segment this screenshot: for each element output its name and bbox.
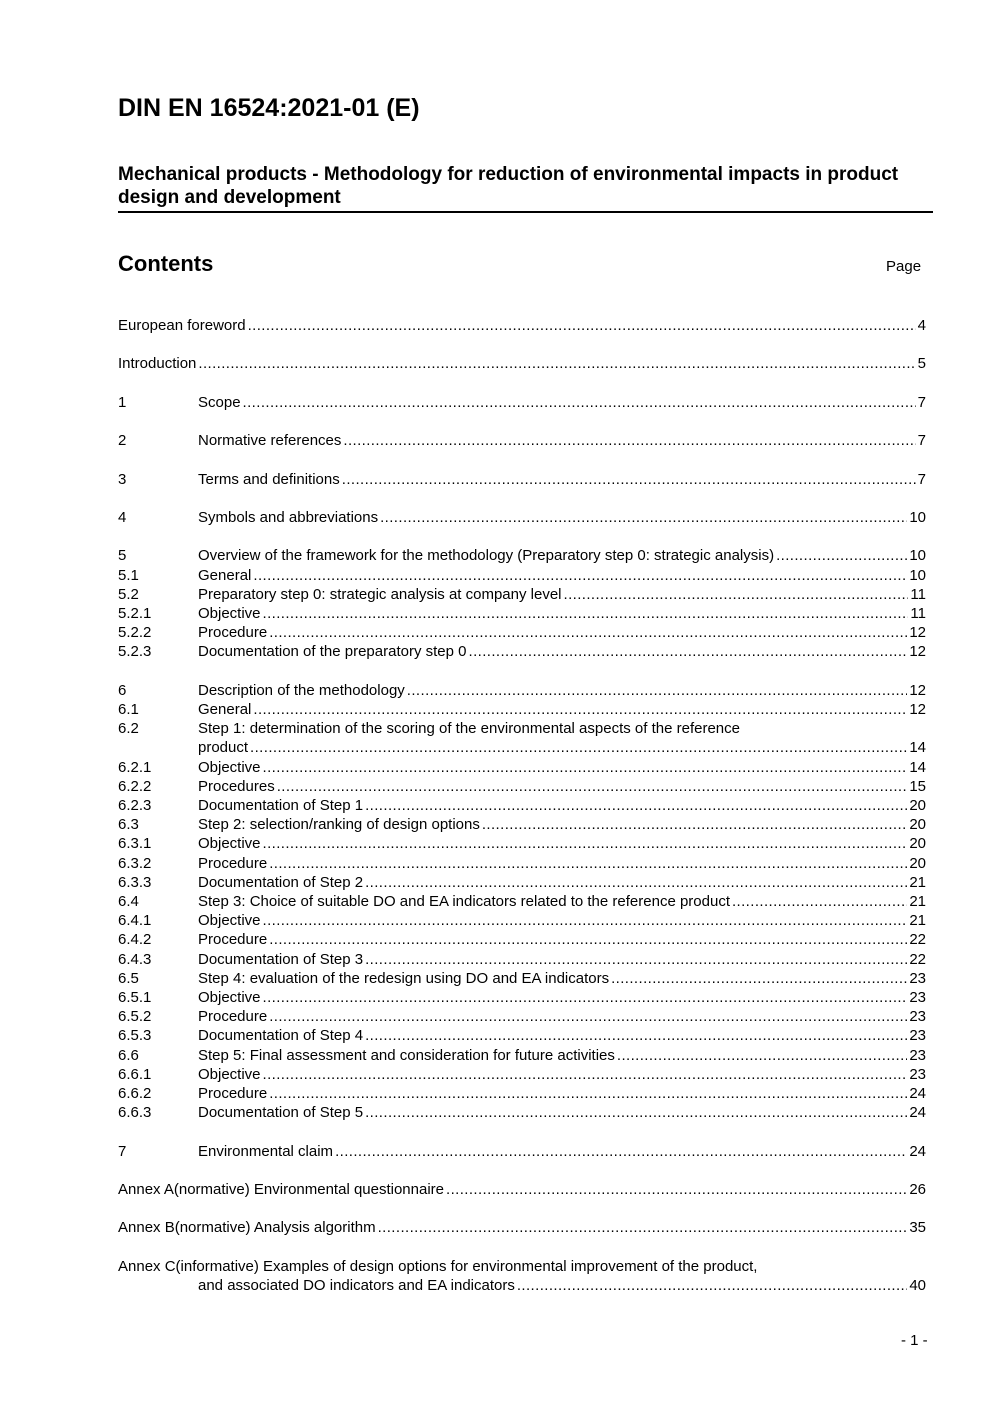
toc-entry-number: 6.6.1 — [118, 1065, 152, 1083]
document-subtitle: Mechanical products - Methodology for reduction of environmental impacts in product design and development — [118, 163, 933, 213]
dot-leader — [263, 604, 909, 623]
toc-entry-number: 6.3.2 — [118, 854, 152, 872]
dot-leader — [776, 546, 907, 565]
toc-entry-title-first-line: Step 1: determination of the scoring of the environmental aspects of the reference — [198, 720, 740, 738]
dot-leader — [277, 777, 908, 796]
toc-entry-title: Procedure — [198, 931, 268, 949]
toc-entry-page: 12 — [909, 624, 926, 642]
toc-entry-page: 21 — [909, 892, 926, 910]
toc-entry-page: 15 — [909, 777, 926, 795]
toc-entry-number: 5.2.2 — [118, 624, 152, 642]
toc-entry — [118, 1026, 926, 1045]
dot-leader — [380, 508, 907, 527]
dot-leader — [243, 393, 916, 412]
dot-leader — [446, 1180, 907, 1199]
toc-entry-page: 40 — [909, 1276, 926, 1294]
toc-entry-page: 4 — [917, 317, 926, 334]
toc-entry-number: 6.4.3 — [118, 950, 152, 968]
toc-entry-number: 1 — [118, 393, 127, 411]
toc-entry-page: 23 — [909, 1065, 926, 1083]
dot-leader — [198, 354, 915, 373]
toc-entry-page: 21 — [909, 912, 926, 930]
toc-entry — [118, 681, 926, 700]
toc-entry-page: 12 — [909, 643, 926, 661]
toc-entry-title: Normative references — [198, 432, 342, 450]
toc-entry — [118, 642, 926, 661]
toc-entry-page: 10 — [909, 566, 926, 584]
toc-entry — [118, 854, 926, 873]
toc-entry-title: Introduction — [118, 355, 197, 373]
toc-entry-page: 12 — [909, 681, 926, 699]
dot-leader — [269, 854, 907, 873]
toc-entry — [118, 566, 926, 585]
dot-leader — [617, 1046, 907, 1065]
toc-entry-page: 14 — [909, 758, 926, 776]
toc-entry-number: 6.5.1 — [118, 989, 152, 1006]
toc-entry-title: Procedure — [198, 1008, 268, 1026]
toc-entry-title: Documentation of Step 3 — [198, 950, 364, 968]
toc-entry-title: Objective — [198, 1065, 261, 1083]
dot-leader — [517, 1276, 907, 1295]
dot-leader — [378, 1218, 908, 1237]
toc-entry-page: 14 — [909, 739, 926, 757]
toc-entry-title: Step 3: Choice of suitable DO and EA indicators related to the reference product — [198, 892, 730, 910]
toc-entry-number: 5.2.1 — [118, 604, 152, 622]
toc-entry-title: Step 2: selection/ranking of design options — [198, 816, 480, 834]
toc-entry-number: 6.5.2 — [118, 1008, 152, 1026]
toc-entry-number: 6.3.3 — [118, 873, 152, 891]
toc-entry — [118, 700, 926, 719]
toc-entry-page: 23 — [909, 1008, 926, 1026]
toc-entry-title: Scope — [198, 393, 241, 411]
toc-entry — [118, 316, 926, 335]
toc-entry-title: Procedure — [198, 1085, 268, 1103]
toc-entry-number: 6.6.2 — [118, 1085, 152, 1103]
toc-entry — [118, 546, 926, 565]
toc-entry-title: Objective — [198, 912, 261, 930]
dot-leader — [263, 834, 908, 853]
dot-leader — [365, 950, 907, 969]
dot-leader — [269, 1007, 907, 1026]
toc-entry — [118, 758, 926, 777]
toc-entry-page: 20 — [909, 835, 926, 853]
toc-entry-number: 4 — [118, 508, 127, 526]
toc-entry-number: 6.2.1 — [118, 758, 152, 776]
toc-entry-number: 3 — [118, 470, 127, 488]
toc-entry-number: 6.2 — [118, 720, 139, 738]
dot-leader — [253, 566, 907, 585]
toc-entry-title: Objective — [198, 758, 261, 776]
toc-entry — [118, 393, 926, 412]
toc-entry-title: Environmental claim — [198, 1142, 334, 1160]
dot-leader — [365, 796, 907, 815]
toc-entry — [118, 834, 926, 853]
dot-leader — [343, 431, 915, 450]
toc-entry-title: Annex A(normative) Environmental questionnaire — [118, 1181, 445, 1198]
toc-entry-page: 10 — [909, 508, 926, 526]
toc-entry-page: 20 — [909, 816, 926, 834]
dot-leader — [248, 316, 916, 335]
toc-entry-number: 6.2.2 — [118, 777, 152, 795]
toc-entry — [118, 1180, 926, 1199]
toc-entry — [118, 796, 926, 815]
toc-entry — [118, 1218, 926, 1237]
toc-entry-number: 6.3 — [118, 816, 139, 834]
toc-entry — [118, 604, 926, 623]
dot-leader — [482, 815, 907, 834]
toc-entry — [118, 623, 926, 642]
toc-entry-title: General — [198, 700, 252, 718]
toc-entry-title: Terms and definitions — [198, 470, 340, 488]
toc-entry-page: 24 — [909, 1104, 926, 1122]
toc-entry-number: 5.2 — [118, 585, 139, 603]
toc-entry-page: 10 — [909, 547, 926, 565]
toc-entry-number: 6.2.3 — [118, 796, 152, 814]
toc-entry — [118, 354, 926, 373]
toc-entry-title: General — [198, 566, 252, 584]
toc-entry-page: 12 — [909, 700, 926, 718]
toc-entry-title: Procedure — [198, 854, 268, 872]
toc-entry-title-first-line: Annex C(informative) Examples of design options for environmental improvement of the product, — [118, 1257, 758, 1275]
document-title: DIN EN 16524:2021-01 (E) — [118, 94, 420, 122]
dot-leader — [263, 988, 908, 1007]
toc-entry-number: 6.6.3 — [118, 1104, 152, 1122]
toc-entry-page: 24 — [909, 1142, 926, 1160]
toc-entry-page: 35 — [909, 1219, 926, 1237]
toc-entry-page: 22 — [909, 950, 926, 968]
toc-entry-title: European foreword — [118, 317, 246, 334]
toc-entry-number: 6 — [118, 681, 127, 699]
dot-leader — [365, 1103, 907, 1122]
toc-entry-page: 7 — [917, 432, 926, 450]
toc-entry-number: 7 — [118, 1142, 127, 1160]
toc-entry-title: and associated DO indicators and EA indicators — [198, 1276, 515, 1294]
dot-leader — [564, 585, 909, 604]
toc-entry-number: 5.2.3 — [118, 643, 152, 661]
toc-entry — [118, 1007, 926, 1026]
toc-entry-title: Description of the methodology — [198, 681, 405, 699]
page-column-label: Page — [886, 258, 922, 275]
toc-entry-title: Documentation of the preparatory step 0 — [198, 643, 467, 661]
toc-entry-title: Documentation of Step 5 — [198, 1104, 364, 1122]
toc-entry-title: product — [198, 739, 249, 757]
toc-entry — [118, 1065, 926, 1084]
toc-entry-number: 6.4.1 — [118, 912, 152, 930]
toc-entry-page: 20 — [909, 796, 926, 814]
toc-entry-page: 20 — [909, 854, 926, 872]
dot-leader — [263, 758, 908, 777]
toc-entry-page: 22 — [909, 931, 926, 949]
toc-entry-page: 24 — [909, 1085, 926, 1103]
toc-entry — [118, 873, 926, 892]
toc-entry-page: 23 — [909, 969, 926, 987]
toc-entry-title: Objective — [198, 989, 261, 1006]
toc-entry-page: 5 — [917, 355, 926, 373]
toc-entry — [118, 585, 926, 604]
toc-entry — [118, 892, 926, 911]
toc-entry — [118, 431, 926, 450]
toc-entry-title: Documentation of Step 2 — [198, 873, 364, 891]
toc-entry-number: 2 — [118, 432, 127, 450]
toc-entry-number: 6.3.1 — [118, 835, 152, 853]
dot-leader — [269, 1084, 907, 1103]
dot-leader — [365, 1026, 907, 1045]
toc-entry-title: Step 4: evaluation of the redesign using DO and EA indicators — [198, 969, 610, 987]
toc-entry — [118, 1257, 926, 1295]
toc-entry — [118, 1103, 926, 1122]
toc-entry — [118, 719, 926, 757]
toc-entry — [118, 1142, 926, 1161]
page-number: - 1 - — [901, 1332, 928, 1349]
toc-entry — [118, 470, 926, 489]
toc-entry-title: Overview of the framework for the methodology (Preparatory step 0: strategic analysis) — [198, 547, 775, 565]
toc-entry-title: Procedure — [198, 624, 268, 642]
toc-entry-number: 5 — [118, 547, 127, 565]
toc-entry-number: 6.5 — [118, 969, 139, 987]
dot-leader — [365, 873, 907, 892]
toc-entry-number: 6.6 — [118, 1046, 139, 1064]
toc-entry-title: Step 5: Final assessment and consideration for future activities — [198, 1046, 615, 1064]
dot-leader — [263, 911, 908, 930]
dot-leader — [335, 1142, 907, 1161]
toc-entry-title: Symbols and abbreviations — [198, 508, 379, 526]
toc-entry-page: 26 — [909, 1181, 926, 1198]
toc-entry-title: Objective — [198, 835, 261, 853]
dot-leader — [269, 623, 907, 642]
toc-entry-page: 7 — [917, 393, 926, 411]
toc-entry-page: 23 — [909, 1046, 926, 1064]
toc-entry-title: Procedures — [198, 777, 275, 795]
toc-entry — [118, 777, 926, 796]
toc-entry-page: 23 — [909, 989, 926, 1006]
toc-entry-title: Preparatory step 0: strategic analysis at company level — [198, 585, 562, 603]
toc-entry — [118, 508, 926, 527]
toc-entry-title: Annex B(normative) Analysis algorithm — [118, 1219, 376, 1237]
toc-entry — [118, 1084, 926, 1103]
toc-entry — [118, 1046, 926, 1065]
dot-leader — [732, 892, 907, 911]
toc-entry — [118, 950, 926, 969]
toc-entry-number: 6.1 — [118, 700, 139, 718]
toc-entry-page: 11 — [910, 585, 926, 603]
toc-entry — [118, 815, 926, 834]
dot-leader — [407, 681, 908, 700]
toc-entry — [118, 988, 926, 1007]
toc-entry — [118, 969, 926, 988]
toc-entry-number: 6.5.3 — [118, 1027, 152, 1045]
dot-leader — [611, 969, 907, 988]
toc-entry-page: 11 — [910, 604, 926, 622]
dot-leader — [250, 738, 907, 757]
dot-leader — [342, 470, 916, 489]
toc-entry — [118, 911, 926, 930]
toc-entry-number: 6.4.2 — [118, 931, 152, 949]
toc-entry-page: 7 — [917, 470, 926, 488]
toc-entry-number: 6.4 — [118, 892, 139, 910]
dot-leader — [263, 1065, 908, 1084]
toc-entry — [118, 930, 926, 949]
toc-entry-page: 21 — [909, 873, 926, 891]
toc-entry-title: Objective — [198, 604, 261, 622]
toc-entry-title: Documentation of Step 4 — [198, 1027, 364, 1045]
toc-entry-title: Documentation of Step 1 — [198, 796, 364, 814]
table-of-contents — [118, 316, 926, 1295]
contents-heading: Contents — [118, 251, 214, 276]
toc-entry-page: 23 — [909, 1027, 926, 1045]
toc-entry-number: 5.1 — [118, 566, 139, 584]
dot-leader — [469, 642, 908, 661]
dot-leader — [253, 700, 907, 719]
dot-leader — [269, 930, 907, 949]
